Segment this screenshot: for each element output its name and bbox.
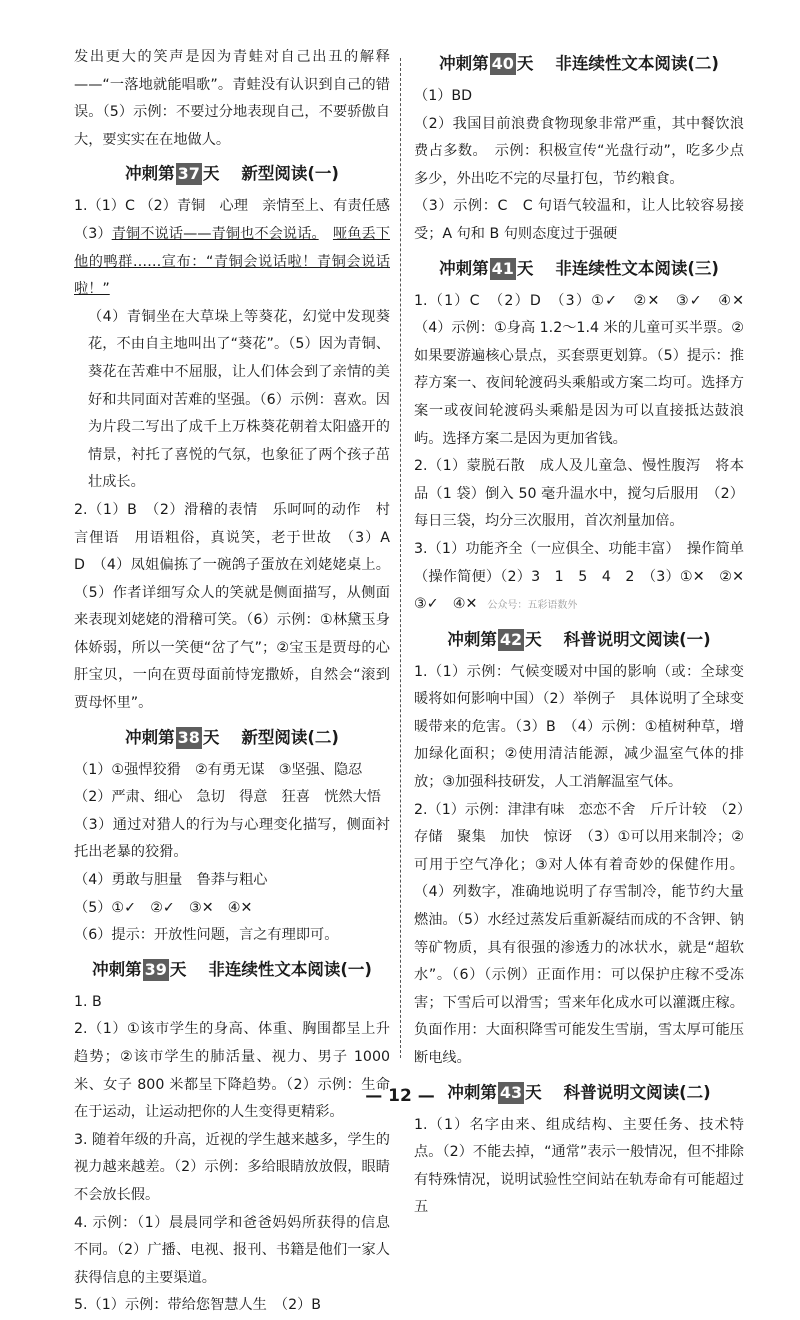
section-heading-40: 冲刺第 40 天 非连续性文本阅读(二) xyxy=(439,54,719,73)
answer-37-q2: 2.（1）B （2）滑稽的表情 乐呵呵的动作 村言俚语 用语粗俗，真说笑，老于世故 （3）A D （4）凤姐偏拣了一碗鸽子蛋放在刘姥姥桌上。（5）作者详细写众人的笑就是侧面描写，从侧面来表现刘姥姥的滑稽可笑。（6）示例：①林黛玉身体娇弱，所以一笑便“岔了气”；②宝玉是贾母的心肝宝贝，一向在贾母面前恃宠撒娇，自然会“滚到贾母怀里”。 xyxy=(74,501,405,712)
day-number-badge: 41 xyxy=(491,258,514,278)
answer-41-q3: 3.（1）功能齐全（一应俱全、功能丰富） 操作简单（操作简便）（2）3 1 5 4 2 （3）①✕ ②✕ ③✓ ④✕ 公众号：五彩语数外 xyxy=(414,540,759,613)
answer-43-q1: 1.（1）名字由来、组成结构、主要任务、技术特点。（2）不能去掉，“通常”表示一般情况，但不排除有特殊情况，说明试验性空间站在轨寿命有可能超过五 xyxy=(414,1116,744,1216)
answer-38-4: （4）勇敢与胆量 鲁莽与粗心 xyxy=(74,872,268,889)
answer-39-q1: 1. B xyxy=(74,993,102,1010)
page-number: — 12 — xyxy=(365,1086,435,1106)
answer-41-q1: 1.（1）C （2）D （3）①✓ ②✕ ③✓ ④✕（4）示例：①身高 1.2～1.4 米的儿童可买半票。②如果要游遍核心景点，买套票更划算。（5）提示：推荐方案一、夜间轮渡码头乘船或方案二均可。选择方案一或夜间轮渡码头乘船是因为可以直接抵达鼓浪屿。选择方案二是因为更加省钱。 xyxy=(414,292,744,447)
answer-42-q2: 2.（1）示例：津津有味 恋恋不舍 斤斤计较 （2）存储 聚集 加快 惊讶 （3）①可以用来制冷；②可用于空气净化；③对人体有着奇妙的保健作用。（4）列数字，准确地说明了存雪制冷，能节约大量燃油。（5）水经过蒸发后重新凝结而成的不含钾、钠等矿物质，具有很强的渗透力的冰状水，就是“超软水”。（6）（示例）正面作用：可以保护庄稼不受冻害；下雪后可以滑雪；雪来年化成水可以灌溉庄稼。负面作用：大面积降雪可能发生雪崩，雪太厚可能压断电线。 xyxy=(414,801,744,1066)
answer-41-q2: 2.（1）蒙脱石散 成人及儿童急、慢性腹泻 将本品（1 袋）倒入 50 毫升温水中，搅匀后服用 （2）每日三袋，均分三次服用，首次剂量加倍。 xyxy=(414,458,744,530)
column-divider xyxy=(400,58,401,1058)
day-number-badge: 37 xyxy=(177,164,200,184)
answer-37-q1-cont: （4）青铜坐在大草垛上等葵花，幻觉中发现葵花，不由自主地叫出了“葵花”。（5）因为青铜、葵花在苦难中不屈服，让人们体会到了亲情的美好和共同面对苦难的坚强。（6）示例：喜欢。因为片段二写出了成千上万株葵花朝着太阳盛开的情景，衬托了喜悦的气氛，也象征了两个孩子茁壮成长。 xyxy=(88,308,390,491)
day-number-badge: 39 xyxy=(144,959,167,979)
section-heading-41: 冲刺第 41 天 非连续性文本阅读(三) xyxy=(439,258,719,278)
day-number-badge: 38 xyxy=(177,727,200,747)
day-number-badge: 42 xyxy=(499,629,523,649)
section-heading-43: 冲刺第 43 天 科普说明文阅读(二) xyxy=(447,1082,711,1102)
answer-39-q3: 3. 随着年级的升高，近视的学生越来越多，学生的视力越来越差。（2）示例：多给眼睛放放假，眼睛不会放长假。 xyxy=(74,1131,390,1203)
answer-39-q4: 4. 示例：（1）晨晨同学和爸爸妈妈所获得的信息不同。（2）广播、电视、报刊、书籍是他们一家人获得信息的主要渠道。 xyxy=(74,1214,390,1286)
watermark-text: 公众号：五彩语数外 xyxy=(487,600,578,612)
right-column xyxy=(414,44,759,1222)
answer-38-5: （5）①✓ ②✓ ③✕ ④✕ xyxy=(74,899,253,916)
answer-38-6: （6）提示：开放性问题，言之有理即可。 xyxy=(74,927,339,944)
answer-42-q1: 1.（1）示例：气候变暖对中国的影响（或：全球变暖将如何影响中国）（2）举例子 具体说明了全球变暖带来的危害。（3）B （4）示例：①植树种草，增加绿化面积；②使用清洁能源，减少温室气体的排放；③加强科技研发，人工消解温室气体。 xyxy=(414,663,744,791)
underlined-quote: 哑鱼丢下他的鸭群……宣布：“青铜会说话啦！青铜会说话啦！” xyxy=(74,225,390,298)
section-heading-42: 冲刺第 42 天 科普说明文阅读(一) xyxy=(447,629,711,649)
section-heading-38: 冲刺第 38 天 新型阅读(二) xyxy=(125,727,339,747)
left-column xyxy=(74,44,405,1320)
answer-40-1: （1）BD xyxy=(414,88,473,104)
answer-39-q5: 5.（1）示例：带给您智慧人生 （2）B xyxy=(74,1297,322,1314)
answer-40-3: （3）示例：C C 句语气较温和，让人比较容易接受；A 句和 B 句则态度过于强硬 xyxy=(414,198,744,242)
answer-40-2: （2）我国目前浪费食物现象非常严重，其中餐饮浪费占多数。 示例：积极宣传“光盘行动”，吃多少点多少，外出吃不完的尽量打包，节约粮食。 xyxy=(414,115,744,187)
day-number-badge: 43 xyxy=(499,1082,523,1102)
section-heading-37: 冲刺第 37 天 新型阅读(一) xyxy=(125,164,339,184)
continued-paragraph: 发出更大的笑声是因为青蛙对自己出丑的解释——“一落地就能唱歌”。青蛙没有认识到自己的错误。（5）示例：不要过分地表现自己，不要骄傲自大，要实实在在地做人。 xyxy=(74,49,390,148)
day-number-badge: 40 xyxy=(491,54,514,73)
answer-38-3: （3）通过对猎人的行为与心理变化描写，侧面衬托出老暴的狡猾。 xyxy=(74,816,390,861)
underlined-quote: 青铜不说话——青铜也不会说话。 xyxy=(111,225,319,242)
section-heading-39: 冲刺第 39 天 非连续性文本阅读(一) xyxy=(92,959,372,979)
answer-37-q1: 1.（1）C （2）青铜 心理 亲情至上、有责任感 （3）青铜不说话——青铜也不会说话。 哑鱼丢下他的鸭群……宣布：“青铜会说话啦！青铜会说话啦！” xyxy=(74,198,405,298)
answer-38-2: （2）严肃、细心 急切 得意 狂喜 恍然大悟 xyxy=(74,789,381,806)
answer-39-q2: 2.（1）①该市学生的身高、体重、胸围都呈上升趋势；②该市学生的肺活量、视力、男子 1000 米、女子 800 米都呈下降趋势。（2）示例：生命在于运动，让运动把你的人生变得更精彩。 xyxy=(74,1021,390,1121)
answer-38-1: （1）①强悍狡猾 ②有勇无谋 ③坚强、隐忍 xyxy=(74,761,363,778)
